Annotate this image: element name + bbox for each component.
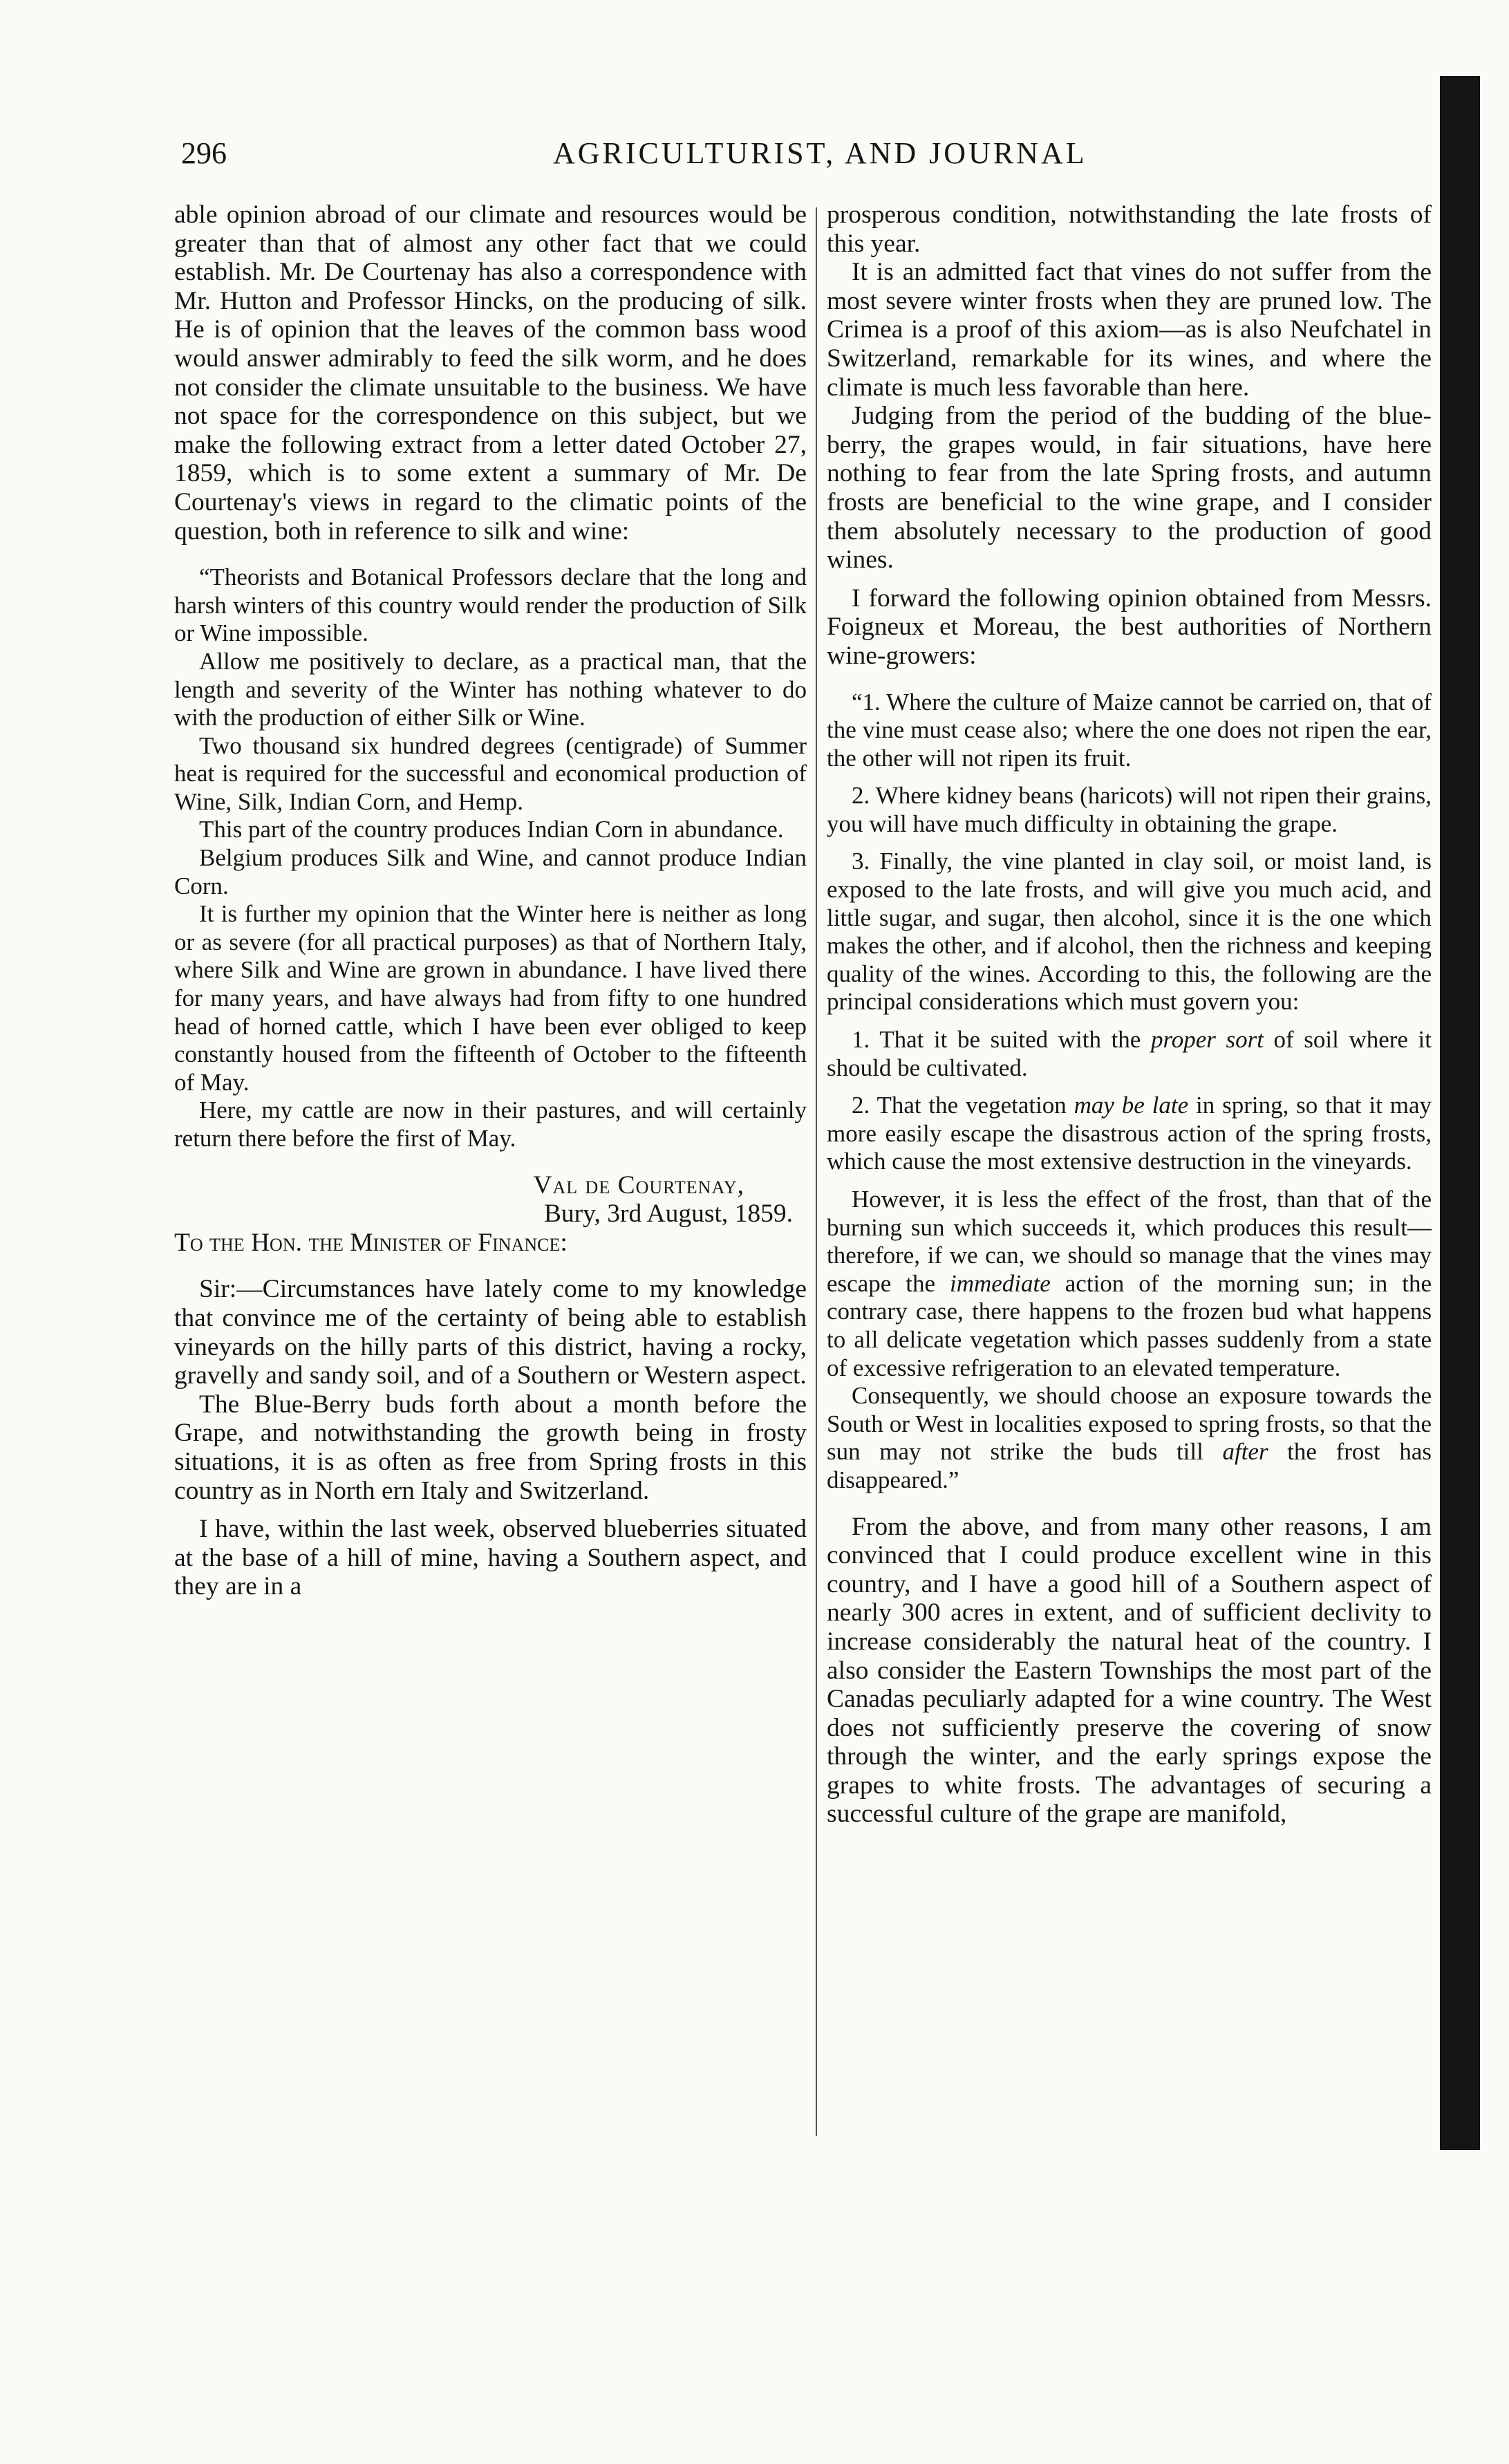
quote-paragraph: Here, my cattle are now in their pastures, and will certainly return there before the first of May. (174, 1096, 807, 1152)
column-rule (816, 207, 817, 2136)
italic-run: after (1222, 1438, 1268, 1466)
quote-paragraph: Two thousand six hundred degrees (centigrade) of Summer heat is required for the successful and economical production of Wine, Silk, Indian Corn, and Hemp. (174, 731, 807, 815)
quote-paragraph: 2. Where kidney beans (haricots) will not ripen their grains, you will have much difficulty in obtaining the grape. (827, 782, 1432, 837)
quote-paragraph: This part of the country produces Indian Corn in abundance. (199, 816, 784, 843)
quote-paragraph: “Theorists and Botanical Professors declare that the long and harsh winters of this country would render the production of Silk or Wine impossible. (174, 563, 807, 647)
text-run: However, it is less the effect of the frost, than that of the burning sun which succeeds it, which produces this result—therefore, if we can, we should so manage that the vines may escape the (827, 1186, 1432, 1297)
quote-paragraph (827, 1186, 1432, 1382)
text-run: the frost has disappeared.” (827, 1438, 1432, 1493)
quote-paragraph: “1. Where the culture of Maize cannot be carried on, that of the vine must cease also; where the one does not ripen the ear, the other will not ripen its fruit. (827, 688, 1432, 772)
body-paragraph: It is an admitted fact that vines do not suffer from the most severe winter frosts when they are pruned low. The Crimea is a proof of this axiom—as is also Neufchatel in Switzerland, remarkable for its wines, and where the climate is much less favorable than here. (827, 258, 1432, 402)
body-paragraph: prosperous condition, notwithstanding the late frosts of this year. (827, 200, 1432, 258)
quote-paragraph: Belgium produces Silk and Wine, and cannot produce Indian Corn. (174, 844, 807, 899)
page-number: 296 (181, 136, 227, 170)
italic-run: proper sort (1150, 1026, 1264, 1054)
body-paragraph: I forward the following opinion obtained from Messrs. Foigneux et Moreau, the best authorities of Northern wine-growers: (827, 584, 1432, 670)
text-run: in spring, so that it may more easily escape the disastrous action of the spring frosts, which cause the most extensive destruction in the vineyards. (827, 1092, 1432, 1175)
italic-run: immediate (949, 1269, 1051, 1297)
text-run: of soil where it should be cultivated. (827, 1026, 1432, 1081)
letter-paragraph: Sir:—Circumstances have lately come to my knowledge that convince me of the certainty of being able to establish vineyards on the hilly parts of this district, having a rocky, gravelly and sandy soil, and of a Southern or Western aspect. (174, 1275, 807, 1390)
left-column (174, 200, 807, 1601)
quote-paragraph (827, 1026, 1432, 1082)
letter-paragraph: The Blue-Berry buds forth about a month before the Grape, and notwithstanding the growth being in frosty situations, it is as often as free from Spring frosts in this country as in North ern Italy and Switzerland. (174, 1390, 807, 1505)
page-edge-shadow (1440, 76, 1480, 2150)
quote-paragraph (827, 1092, 1432, 1176)
text-run: Consequently, we should choose an exposure towards the South or West in localities exposed to spring frosts, so that the sun may not strike the buds till (827, 1382, 1432, 1466)
body-paragraph: Judging from the period of the budding of the blue-berry, the grapes would, in fair situations, have here nothing to fear from the late Spring frosts, and autumn frosts are beneficial to the wine grape, and I consider them absolutely necessary to the production of good wines. (827, 402, 1432, 575)
quote-paragraph: 3. Finally, the vine planted in clay soil, or moist land, is exposed to the late frosts, and will give you much acid, and little sugar, and sugar, then alcohol, since it is the one which makes the other, and if alcohol, then the richness and keeping quality of the wines. According to this, the following are the principal considerations which must govern you: (827, 848, 1432, 1016)
body-paragraph: From the above, and from many other reasons, I am convinced that I could produce excellent wine in this country, and I have a good hill of a Southern aspect of nearly 300 acres in extent, and of sufficient declivity to increase considerably the natural heat of the country. I also consider the Eastern Townships the most part of the Canadas peculiarly adapted for a wine country. The West does not sufficiently preserve the covering of snow through the winter, and the early springs expose the grapes to white frosts. The advantages of securing a successful culture of the grape are manifold, (827, 1512, 1432, 1829)
signature-name: Val de Courtenay, (533, 1170, 744, 1200)
intro-paragraph: able opinion abroad of our climate and resources would be greater than that of almost any other fact that we could establish. Mr. De Courtenay has also a correspondence with Mr. Hutton and Professor Hincks, on the producing of silk. He is of opinion that the leaves of the common bass wood would answer admirably to feed the silk worm, and he does not consider the climate unsuitable to the business. We have not space for the correspondence on this subject, but we make the following extract from a letter dated October 27, 1859, which is to some extent a summary of Mr. De Courtenay's views in regard to the climatic points of the question, both in reference to silk and wine: (174, 200, 807, 545)
right-column (827, 200, 1432, 1829)
text-run: action of the morning sun; in the contrary case, there happens to the frozen bud what happens to all delicate vegetation which passes suddenly from a state of excessive refrigeration to an elevated temperature. (827, 1269, 1432, 1381)
quote-paragraph (827, 1382, 1432, 1494)
text-run: 2. That the vegetation (852, 1092, 1074, 1119)
text-run: 1. That it be suited with the (852, 1026, 1151, 1054)
letter-paragraph: I have, within the last week, observed blueberries situated at the base of a hill of mine, having a Southern aspect, and they are in a (174, 1515, 807, 1601)
quote-paragraph: Allow me positively to declare, as a practical man, that the length and severity of the Winter has nothing whatever to do with the production of either Silk or Wine. (174, 647, 807, 731)
letter-address: To the Hon. the Minister of Finance: (174, 1228, 568, 1257)
signature-place: Bury, 3rd August, 1859. (543, 1200, 793, 1229)
running-head: AGRICULTURIST, AND JOURNAL (553, 136, 1087, 170)
italic-run: may be late (1074, 1092, 1189, 1119)
quote-paragraph: It is further my opinion that the Winter here is neither as long or as severe (for all practical purposes) as that of Northern Italy, where Silk and Wine are grown in abundance. I have lived there for many years, and have always had from fifty to one hundred head of horned cattle, which I have been ever obliged to keep constantly housed from the fifteenth of October to the fifteenth of May. (174, 900, 807, 1096)
